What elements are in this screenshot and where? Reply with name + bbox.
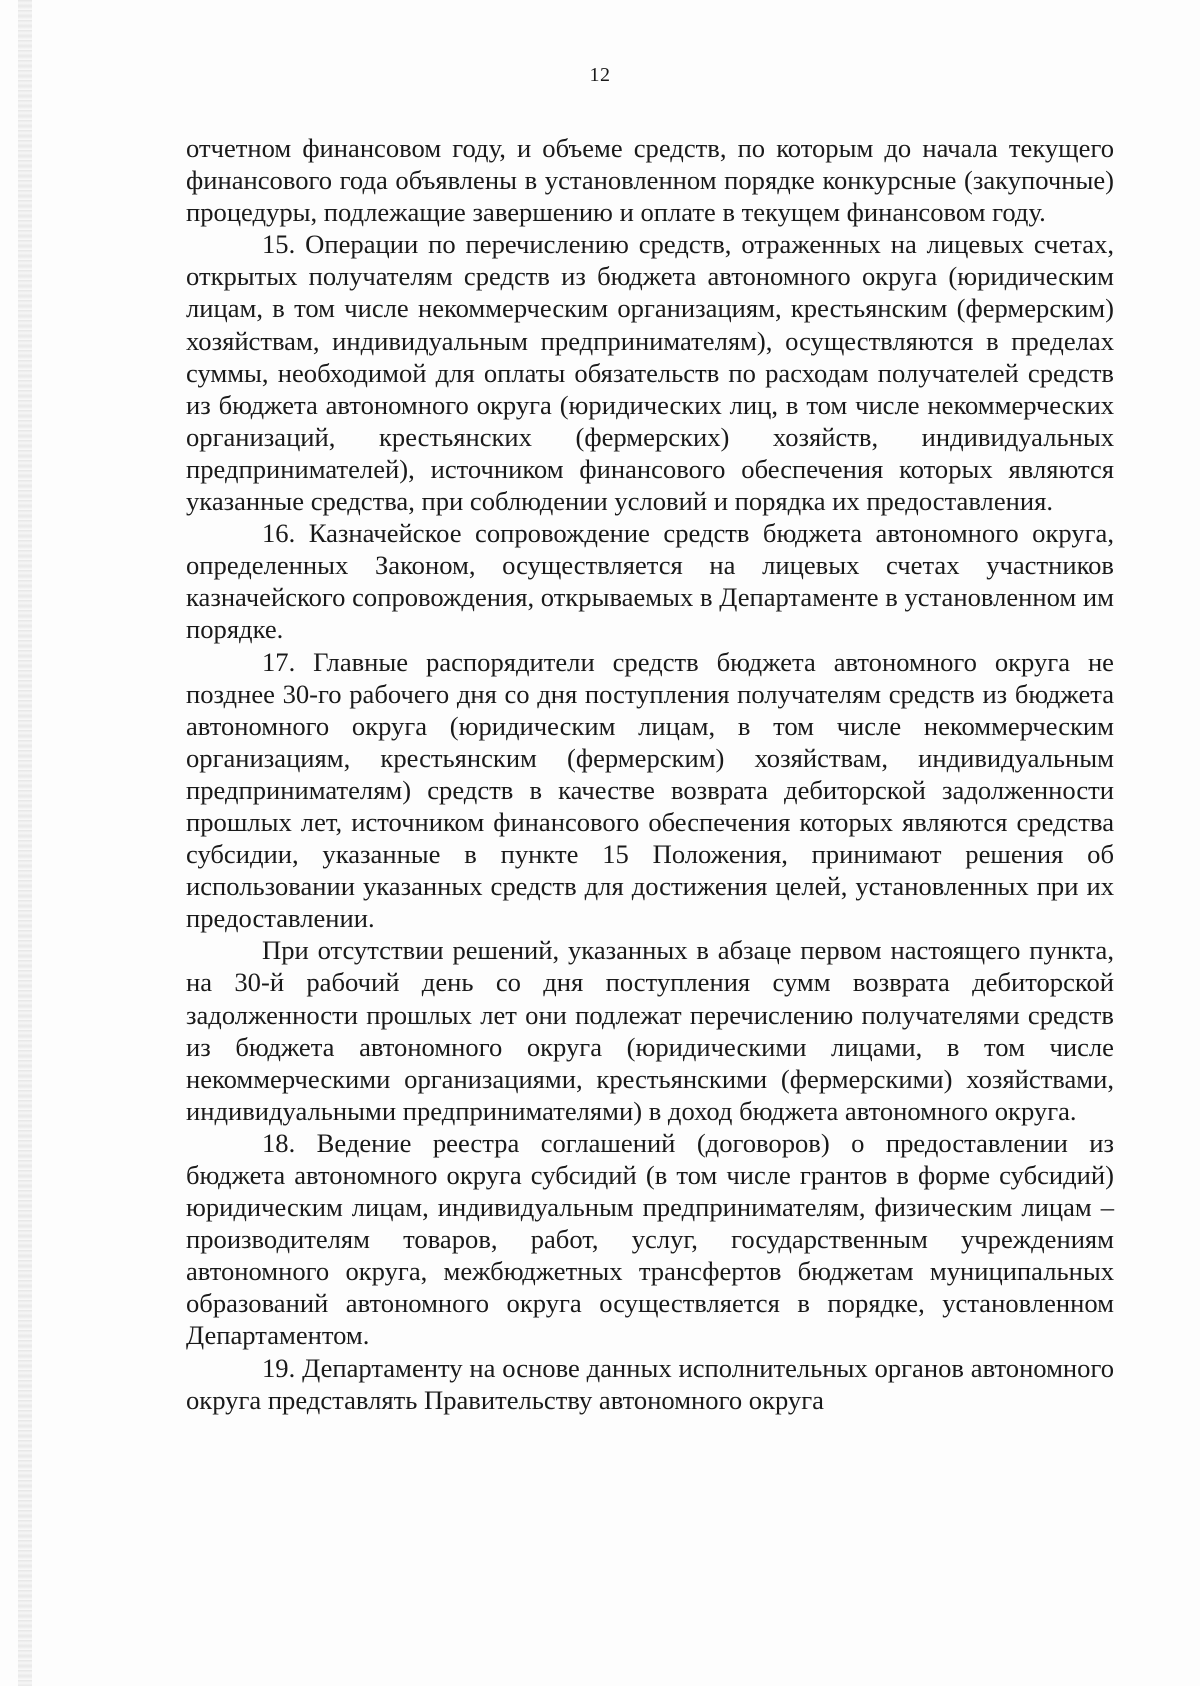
- page-number: 12: [589, 64, 611, 86]
- paragraph-item-18: 18. Ведение реестра соглашений (договоров) о предоставлении из бюджета автономного округа субсидий (в том числе грантов в форме субсидий) юридическим лицам, индивидуальным предпринимателям, физическим лицам – производителям товаров, работ, услуг, государственным учреждениям автономного округа, межбюджетных трансфертов бюджетам муниципальных образований автономного округа осуществляется в порядке, установленном Департаментом.: [186, 1127, 1114, 1351]
- paragraph-item-16: 16. Казначейское сопровождение средств бюджета автономного округа, определенных Законом, осуществляется на лицевых счетах участников казначейского сопровождения, открываемых в Департаменте в установленном им порядке.: [186, 518, 1114, 645]
- paragraph-item-15: 15. Операции по перечислению средств, отраженных на лицевых счетах, открытых получателям средств из бюджета автономного округа (юридическим лицам, в том числе некоммерческим организациям, крестьянским (фермерским) хозяйствам, индивидуальным предпринимателям), осуществляются в пределах суммы, необходимой для оплаты обязательств по расходам получателей средств из бюджета автономного округа (юридических лиц, в том числе некоммерческих организаций, крестьянских (фермерских) хозяйств, индивидуальных предпринимателей), источником финансового обеспечения которых являются указанные средства, при соблюдении условий и порядка их предоставления.: [186, 229, 1114, 517]
- paragraph-item-17-part-2: При отсутствии решений, указанных в абзаце первом настоящего пункта, на 30-й рабочий день со дня поступления сумм возврата дебиторской задолженности прошлых лет они подлежат перечислению получателями средств из бюджета автономного округа (юридическими лицами, в том числе некоммерческими организациями, крестьянскими (фермерскими) хозяйствами, индивидуальными предпринимателями) в доход бюджета автономного округа.: [186, 935, 1114, 1126]
- scan-edge-shadow: [18, 0, 32, 1686]
- document-body: [186, 132, 1114, 1416]
- paragraph-continuation: отчетном финансовом году, и объеме средств, по которым до начала текущего финансового года объявлены в установленном порядке конкурсные (закупочные) процедуры, подлежащие завершению и оплате в текущем финансовом году.: [186, 133, 1114, 228]
- paragraph-item-19: 19. Департаменту на основе данных исполнительных органов автономного округа представлять Правительству автономного округа: [186, 1352, 1114, 1415]
- paragraph-item-17: 17. Главные распорядители средств бюджета автономного округа не позднее 30-го рабочего дня со дня поступления получателям средств из бюджета автономного округа (юридическим лицам, в том числе некоммерческим организациям, крестьянским (фермерским) хозяйствам, индивидуальным предпринимателям) средств в качестве возврата дебиторской задолженности прошлых лет, источником финансового обеспечения которых являются средства субсидии, указанные в пункте 15 Положения, принимают решения об использовании указанных средств для достижения целей, установленных при их предоставлении.: [186, 646, 1114, 934]
